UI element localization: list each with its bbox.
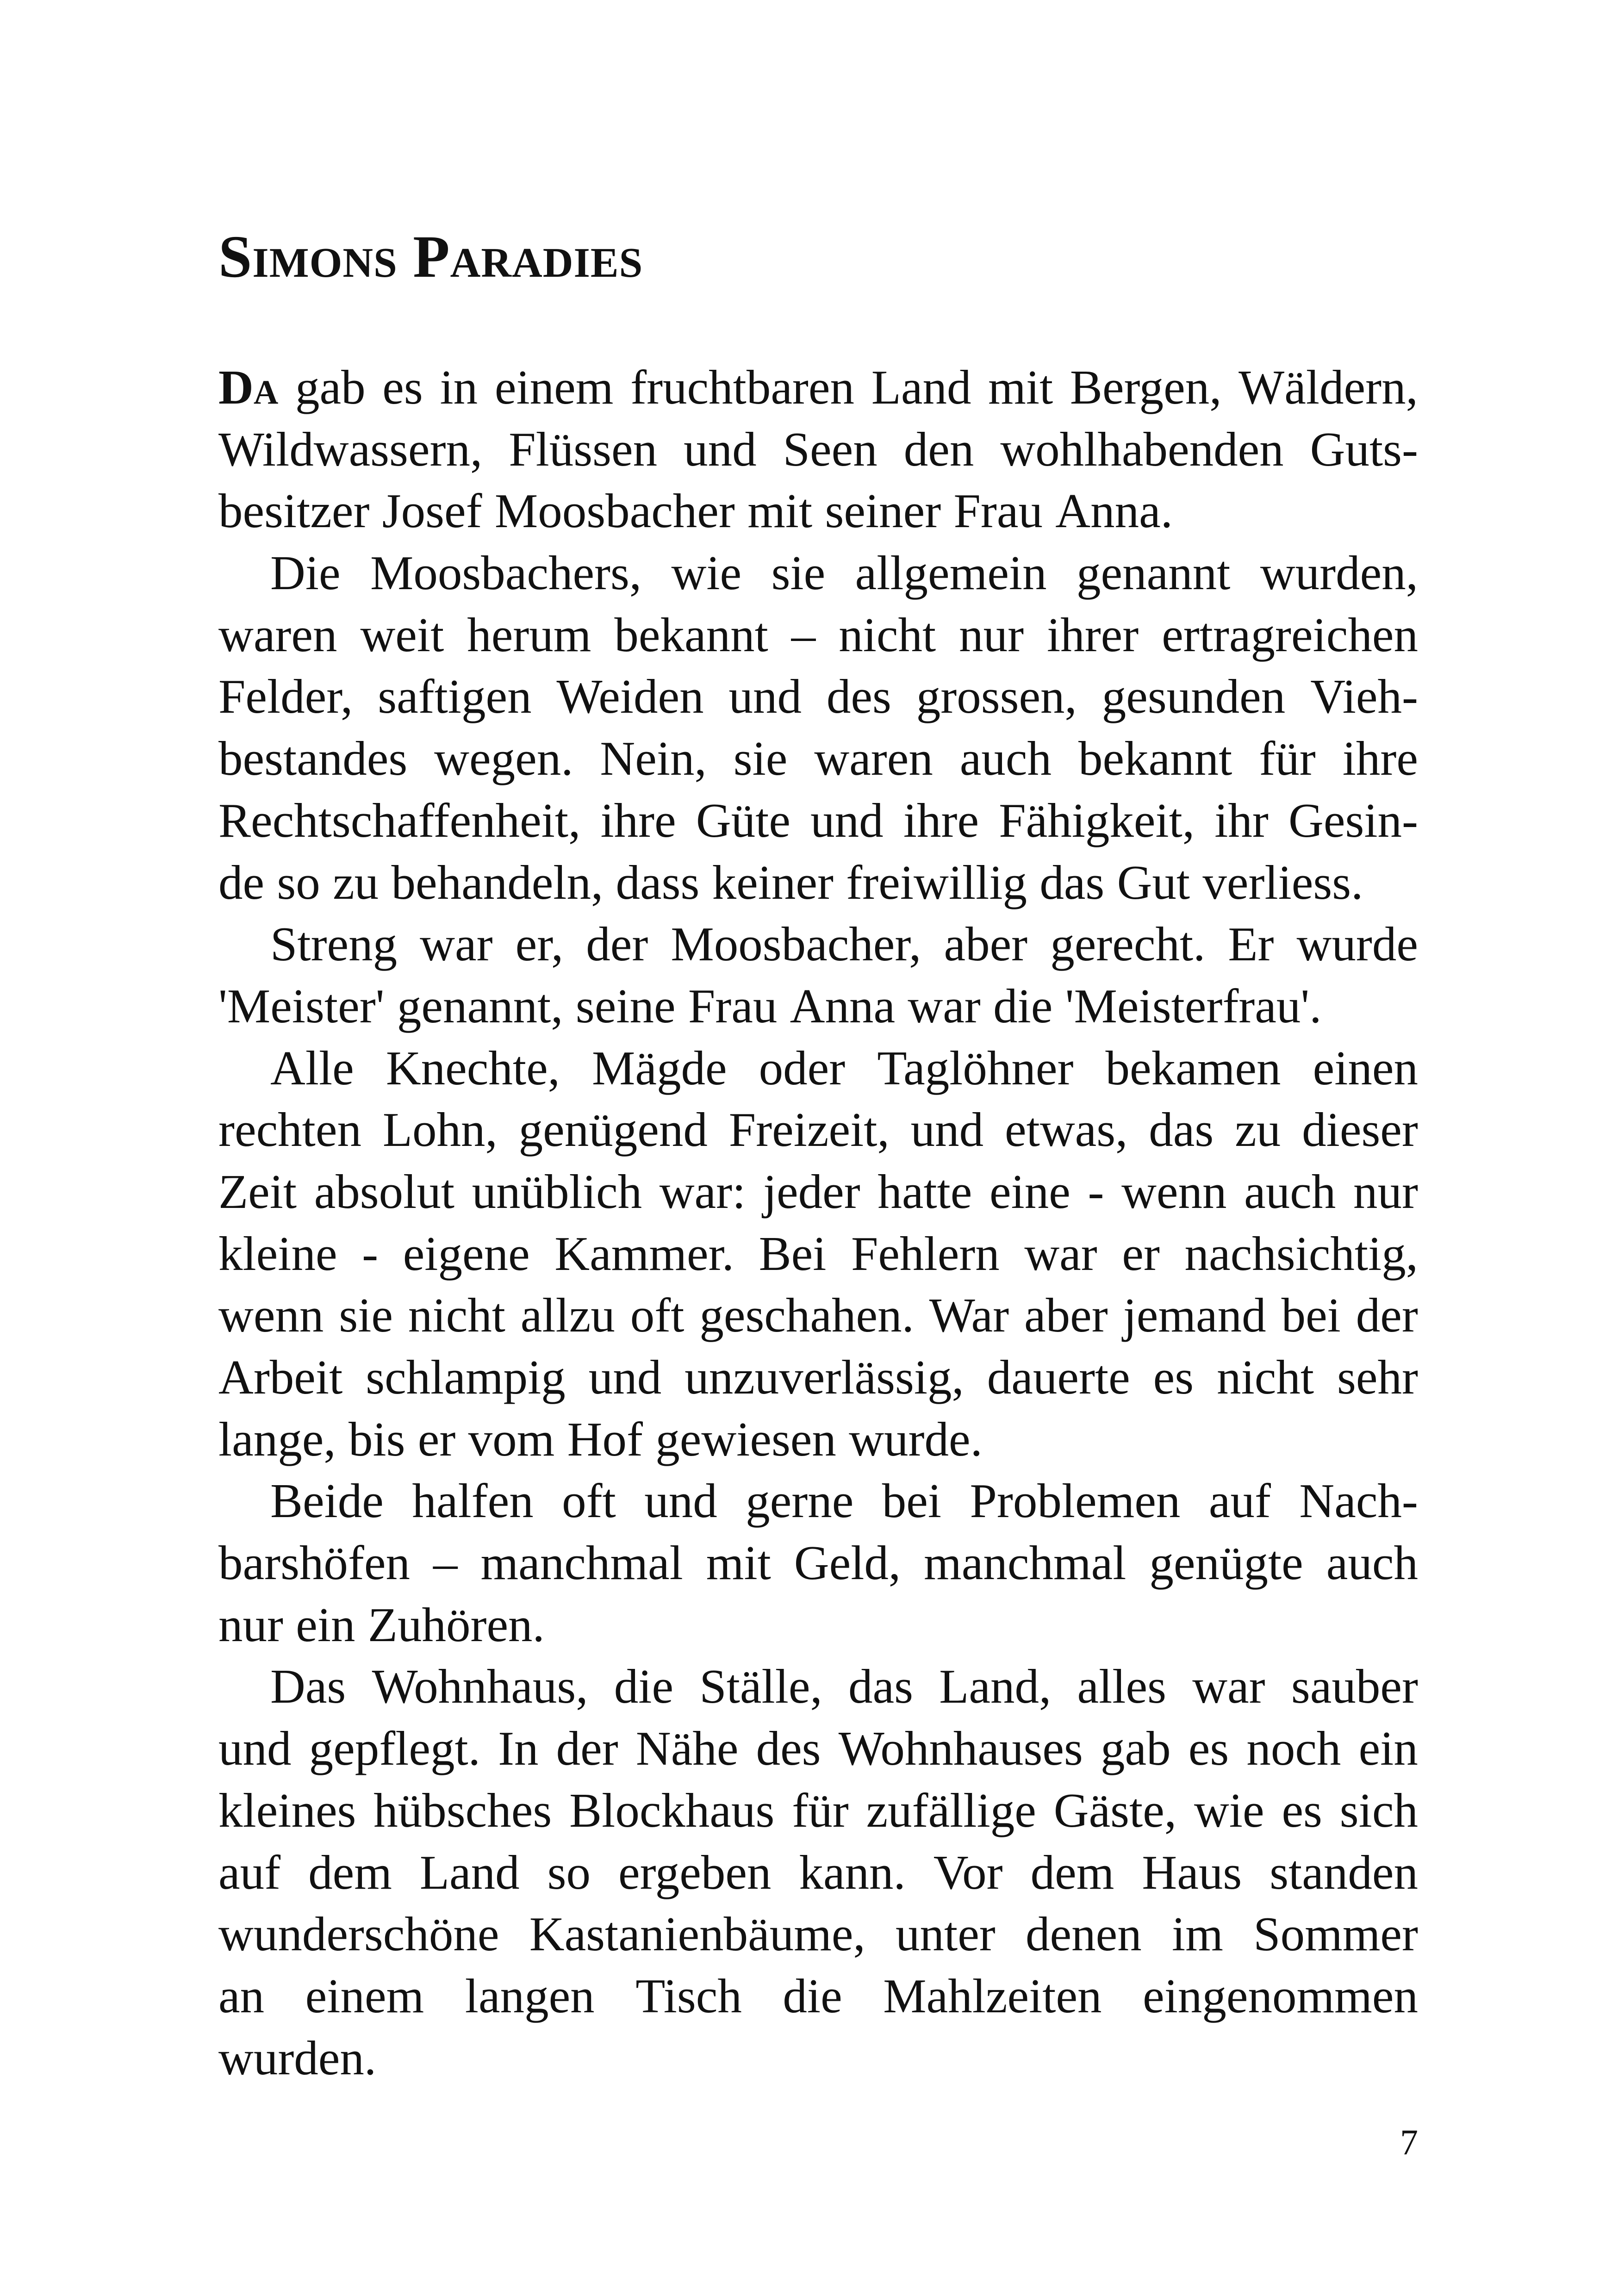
- word: denen: [1026, 1907, 1142, 1961]
- word: dem: [308, 1845, 392, 1899]
- word: seine: [575, 978, 676, 1033]
- word: nachsichtig,: [1184, 1226, 1418, 1281]
- word: alles: [1077, 1659, 1166, 1714]
- word: auf: [218, 1845, 281, 1899]
- word: Bergen,: [1070, 360, 1222, 414]
- word: bis: [348, 1412, 405, 1466]
- paragraph: [218, 913, 1418, 1037]
- word: Haus: [1142, 1845, 1242, 1899]
- word: ertragreichen: [1162, 607, 1418, 662]
- word: sehr: [1337, 1350, 1418, 1404]
- word: ein: [1358, 1721, 1418, 1776]
- word: barshöfen: [218, 1536, 411, 1590]
- word: keiner: [712, 855, 834, 909]
- word: nur: [1353, 1164, 1418, 1219]
- word: zu: [333, 855, 379, 909]
- word: genannt,: [397, 978, 563, 1033]
- text-line: [218, 1965, 1418, 2027]
- word: Kammer.: [554, 1226, 734, 1281]
- word: nicht: [408, 1288, 505, 1343]
- word: es: [382, 360, 423, 414]
- word: behandeln,: [391, 855, 604, 909]
- word: die: [614, 1659, 674, 1714]
- word: kleines: [218, 1783, 356, 1837]
- word: oder: [759, 1040, 846, 1095]
- word: die: [993, 978, 1053, 1033]
- word: eigene: [403, 1226, 530, 1281]
- text-line: [218, 975, 1418, 1037]
- word: Taglöhner: [877, 1040, 1074, 1095]
- word: bei: [882, 1474, 942, 1528]
- word: wegen.: [434, 731, 573, 786]
- word: noch: [1246, 1721, 1341, 1776]
- word: besitzer: [218, 484, 370, 538]
- text-line: [218, 604, 1418, 666]
- word: auf: [1208, 1474, 1271, 1528]
- text-line: [218, 1408, 1418, 1470]
- word: Sommer: [1253, 1907, 1418, 1961]
- text-line: [218, 1161, 1418, 1223]
- word: nicht: [1217, 1350, 1314, 1404]
- word: war: [1024, 1226, 1097, 1281]
- word: der: [556, 1721, 618, 1776]
- word: sauber: [1291, 1659, 1418, 1714]
- word: und: [728, 669, 802, 724]
- word: gewiesen: [655, 1412, 836, 1466]
- word: Moosbacher: [494, 484, 735, 538]
- word: Anna: [790, 978, 896, 1033]
- word: und: [684, 422, 757, 476]
- word: des: [826, 669, 891, 724]
- word: Die: [270, 546, 341, 600]
- word: manchmal: [924, 1536, 1126, 1590]
- word: auch: [1244, 1164, 1336, 1219]
- word: aber: [1024, 1288, 1108, 1343]
- word: Land: [871, 360, 971, 414]
- word: eingenommen: [1143, 1968, 1418, 2023]
- word: Güte: [696, 793, 790, 847]
- text-line: [218, 480, 1418, 542]
- word: Weiden: [556, 669, 704, 724]
- text-line: [218, 2027, 1418, 2089]
- word: verliess.: [1202, 855, 1363, 909]
- text-line: [218, 790, 1418, 852]
- word: wie: [1194, 1783, 1264, 1837]
- word: einen: [1313, 1040, 1418, 1095]
- word: Josef: [382, 484, 482, 538]
- word: war: [1192, 1659, 1265, 1714]
- word: und: [910, 1102, 984, 1157]
- word: ihre: [1342, 731, 1418, 786]
- word: gerne: [746, 1474, 854, 1528]
- word: ihre: [600, 793, 676, 847]
- word: Alle: [270, 1040, 354, 1095]
- word: absolut: [314, 1164, 455, 1219]
- word: gab: [295, 360, 366, 414]
- word: genügte: [1149, 1536, 1303, 1590]
- word: und: [810, 793, 884, 847]
- word: eine: [989, 1164, 1070, 1219]
- word: wurden.: [218, 2030, 377, 2085]
- word: und: [588, 1350, 662, 1404]
- word: jemand: [1123, 1288, 1266, 1343]
- word: an: [218, 1968, 265, 2023]
- word: ihre: [903, 793, 979, 847]
- word: der: [586, 917, 648, 971]
- word: Lohn,: [382, 1102, 498, 1157]
- word: Gäste,: [1053, 1783, 1177, 1837]
- word: Problemen: [970, 1474, 1181, 1528]
- word: Rechtschaffenheit,: [218, 793, 581, 847]
- word: Wohnhaus,: [372, 1659, 588, 1714]
- text-line: [218, 1223, 1418, 1285]
- word: wurde: [1296, 917, 1418, 971]
- word: jeder: [763, 1164, 860, 1219]
- word: grossen,: [916, 669, 1077, 724]
- word: Streng: [270, 917, 398, 971]
- text-line: [218, 1099, 1418, 1161]
- word: Zeit: [218, 1164, 297, 1219]
- word: nur: [959, 607, 1024, 662]
- word: Anna.: [1055, 484, 1173, 538]
- word: waren: [814, 731, 933, 786]
- word: lange,: [218, 1412, 336, 1466]
- word: Flüssen: [509, 422, 658, 476]
- word: Moosbachers,: [370, 546, 642, 600]
- word: Mägde: [592, 1040, 727, 1095]
- word: wunderschöne: [218, 1907, 499, 1961]
- word: mit: [747, 484, 813, 538]
- word: seiner: [825, 484, 941, 538]
- paragraph-lead-word: Da: [218, 360, 279, 414]
- word: 'Meisterfrau'.: [1065, 978, 1322, 1033]
- text-line: [218, 1594, 1418, 1656]
- text-line: [218, 1717, 1418, 1780]
- word: oft: [562, 1474, 616, 1528]
- word: gesunden: [1101, 669, 1286, 724]
- word: weit: [360, 607, 444, 662]
- word: etwas,: [1005, 1102, 1128, 1157]
- text-line: [218, 1903, 1418, 1965]
- word: Hof: [567, 1412, 643, 1466]
- text-line: [218, 1532, 1418, 1594]
- word: halfen: [412, 1474, 534, 1528]
- word: unter: [896, 1907, 996, 1961]
- word: des: [756, 1721, 821, 1776]
- text-line: [218, 666, 1418, 728]
- body-text: [218, 356, 1418, 2089]
- word: Gut: [1117, 855, 1190, 909]
- page-number: 7: [1400, 2122, 1418, 2162]
- word: -: [1088, 1164, 1104, 1219]
- text-line: [218, 1284, 1418, 1346]
- word: mit: [706, 1536, 771, 1590]
- word: dauerte: [987, 1350, 1130, 1404]
- word: Knechte,: [386, 1040, 560, 1095]
- word: manchmal: [480, 1536, 683, 1590]
- word: War: [929, 1288, 1009, 1343]
- word: fruchtbaren: [630, 360, 855, 414]
- word: wurden,: [1260, 546, 1418, 600]
- word: Das: [270, 1659, 346, 1714]
- word: war: [908, 978, 981, 1033]
- word: sie: [771, 546, 826, 600]
- word: Er: [1228, 917, 1274, 971]
- word: bekannt: [1078, 731, 1232, 786]
- word: nur: [218, 1597, 283, 1652]
- word: Gesin-: [1288, 793, 1418, 847]
- text-line: [218, 913, 1418, 975]
- word: Bei: [759, 1226, 827, 1281]
- word: Blockhaus: [569, 1783, 775, 1837]
- word: Fehlern: [851, 1226, 1000, 1281]
- word: dieser: [1302, 1102, 1418, 1157]
- word: geschahen.: [699, 1288, 914, 1343]
- word: Wohnhauses: [838, 1721, 1083, 1776]
- word: herum: [467, 607, 591, 662]
- word: er,: [515, 917, 564, 971]
- text-line: [218, 356, 1418, 418]
- word: einem: [305, 1968, 424, 2023]
- word: Guts-: [1310, 422, 1418, 476]
- word: Wäldern,: [1238, 360, 1418, 414]
- word: Nähe: [635, 1721, 739, 1776]
- word: Land: [419, 1845, 520, 1899]
- word: für: [792, 1783, 849, 1837]
- text-line: [218, 852, 1418, 914]
- word: Beide: [270, 1474, 384, 1528]
- word: Vieh-: [1310, 669, 1418, 724]
- word: und: [218, 1721, 292, 1776]
- word: Tisch: [635, 1968, 742, 2023]
- paragraph: [218, 1037, 1418, 1470]
- word: bei: [1281, 1288, 1341, 1343]
- word: standen: [1270, 1845, 1418, 1899]
- word: auch: [1326, 1536, 1418, 1590]
- word: allgemein: [855, 546, 1047, 600]
- word: das: [1149, 1102, 1214, 1157]
- word: war:: [659, 1164, 746, 1219]
- word: die: [783, 1968, 842, 2023]
- word: Frau: [953, 484, 1043, 538]
- word: In: [498, 1721, 539, 1776]
- paragraph: [218, 542, 1418, 913]
- word: gerecht.: [1050, 917, 1206, 971]
- word: Vor: [933, 1845, 1003, 1899]
- word: dem: [1030, 1845, 1114, 1899]
- word: unzuverlässig,: [685, 1350, 964, 1404]
- word: -: [362, 1226, 379, 1281]
- paragraph: [218, 1655, 1418, 2089]
- word: gepflegt.: [309, 1721, 480, 1776]
- paragraph: [218, 356, 1418, 542]
- paragraph: [218, 1470, 1418, 1655]
- word: Fähigkeit,: [999, 793, 1195, 847]
- word: für: [1259, 731, 1316, 786]
- word: Land,: [939, 1659, 1052, 1714]
- text-line: [218, 542, 1418, 604]
- word: der: [1356, 1288, 1418, 1343]
- word: zufällige: [866, 1783, 1036, 1837]
- word: es: [1282, 1783, 1322, 1837]
- word: Geld,: [794, 1536, 901, 1590]
- text-line: [218, 1842, 1418, 1904]
- word: aber: [944, 917, 1028, 971]
- word: bekannt: [614, 607, 768, 662]
- word: –: [791, 607, 816, 662]
- word: wenn: [218, 1288, 324, 1343]
- word: wurde.: [849, 1412, 983, 1466]
- word: de: [218, 855, 265, 909]
- word: gab: [1100, 1721, 1171, 1776]
- word: es: [1188, 1721, 1229, 1776]
- word: sie: [339, 1288, 393, 1343]
- word: Seen: [783, 422, 877, 476]
- word: waren: [218, 607, 337, 662]
- text-line: [218, 418, 1418, 480]
- word: auch: [959, 731, 1052, 786]
- word: vom: [468, 1412, 555, 1466]
- word: freiwillig: [846, 855, 1027, 909]
- text-line: [218, 1346, 1418, 1408]
- word: –: [433, 1536, 458, 1590]
- word: wenn: [1121, 1164, 1227, 1219]
- text-line: [218, 1037, 1418, 1099]
- word: langen: [465, 1968, 595, 2023]
- word: den: [903, 422, 974, 476]
- word: Freizeit,: [728, 1102, 890, 1157]
- text-line: [218, 1470, 1418, 1532]
- word: bestandes: [218, 731, 408, 786]
- word: war: [420, 917, 493, 971]
- word: kann.: [799, 1845, 906, 1899]
- word: in: [440, 360, 478, 414]
- word: Zuhören.: [367, 1597, 545, 1652]
- word: sie: [733, 731, 788, 786]
- word: sich: [1339, 1783, 1418, 1837]
- word: wohlhabenden: [1000, 422, 1284, 476]
- word: ihr: [1214, 793, 1269, 847]
- word: Moosbacher,: [671, 917, 921, 971]
- word: kleine: [218, 1226, 337, 1281]
- word: hatte: [877, 1164, 972, 1219]
- text-line: [218, 728, 1418, 790]
- word: wie: [671, 546, 742, 600]
- word: genannt: [1077, 546, 1231, 600]
- word: das: [1039, 855, 1105, 909]
- word: ein: [296, 1597, 355, 1652]
- word: dass: [616, 855, 700, 909]
- word: es: [1153, 1350, 1194, 1404]
- word: er: [1122, 1226, 1160, 1281]
- word: Kastanienbäume,: [529, 1907, 865, 1961]
- word: ergeben: [618, 1845, 772, 1899]
- word: Nach-: [1299, 1474, 1418, 1528]
- word: Mahlzeiten: [883, 1968, 1102, 2023]
- word: einem: [494, 360, 614, 414]
- chapter-title: Simons Paradies: [218, 224, 643, 290]
- word: allzu: [520, 1288, 615, 1343]
- word: hübsches: [373, 1783, 552, 1837]
- word: Wildwassern,: [218, 422, 483, 476]
- word: genügend: [518, 1102, 708, 1157]
- word: schlampig: [366, 1350, 566, 1404]
- word: ihrer: [1047, 607, 1139, 662]
- word: er: [417, 1412, 456, 1466]
- word: bekamen: [1105, 1040, 1281, 1095]
- word: im: [1172, 1907, 1223, 1961]
- word: so: [547, 1845, 591, 1899]
- word: Ställe,: [699, 1659, 822, 1714]
- word: 'Meister': [218, 978, 385, 1033]
- word: rechten: [218, 1102, 361, 1157]
- word: so: [277, 855, 320, 909]
- word: Felder,: [218, 669, 353, 724]
- word: das: [848, 1659, 913, 1714]
- word: nicht: [839, 607, 936, 662]
- word: Nein,: [600, 731, 707, 786]
- word: zu: [1235, 1102, 1281, 1157]
- word: saftigen: [378, 669, 532, 724]
- word: Arbeit: [218, 1350, 343, 1404]
- word: mit: [988, 360, 1053, 414]
- word: unüblich: [472, 1164, 642, 1219]
- word: oft: [630, 1288, 685, 1343]
- text-line: [218, 1780, 1418, 1842]
- word: und: [644, 1474, 717, 1528]
- text-line: [218, 1655, 1418, 1717]
- word: Frau: [688, 978, 778, 1033]
